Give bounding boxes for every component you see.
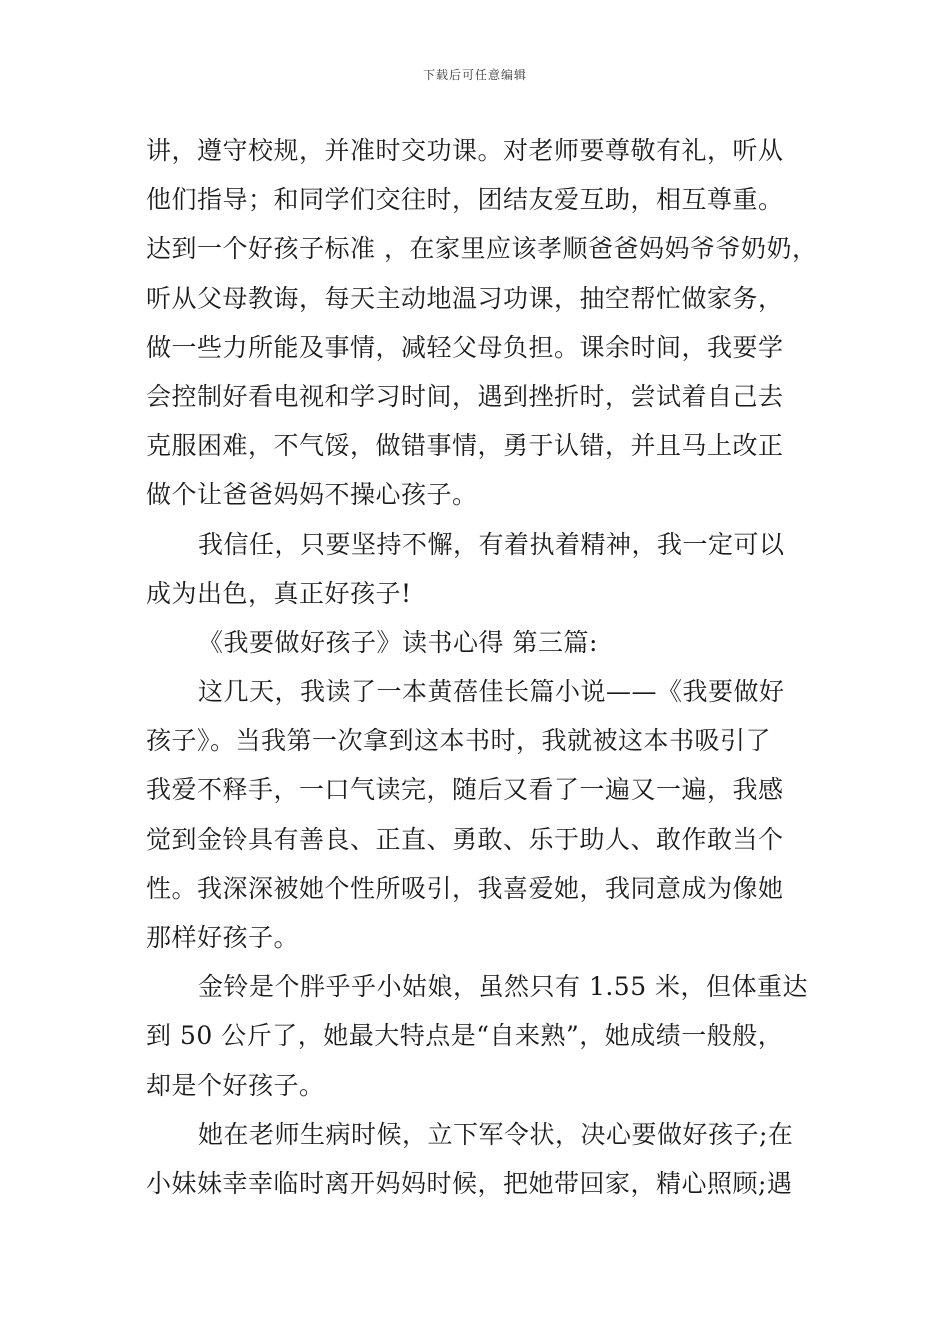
section-heading: 《我要做好孩子》读书心得 第三篇:: [198, 627, 598, 657]
text-line: 到 50 公斤了，她最大特点是“自来熟”，她成绩一般般，: [146, 1021, 784, 1051]
page-header-note: 下载后可任意编辑: [422, 68, 527, 82]
text-line: 成为出色，真正好孩子!: [146, 578, 412, 608]
text-line: 小妹妹幸幸临时离开妈妈时候，把她带回家，精心照顾;遇: [146, 1168, 793, 1198]
paragraph-start-line: 金铃是个胖乎乎小姑娘，虽然只有 1.55 米，但体重达: [198, 972, 809, 1002]
text-line: 他们指导；和同学们交往时，团结友爱互助，相互尊重。: [146, 185, 784, 215]
text-line: 孩子》。当我第一次拿到这本书时，我就被这本书吸引了: [146, 726, 772, 756]
text-line: 克服困难，不气馁，做错事情，勇于认错，并且马上改正: [146, 431, 784, 461]
text-line: 讲，遵守校规，并准时交功课。对老师要尊敬有礼，听从: [146, 136, 784, 165]
text-line: 做个让爸爸妈妈不操心孩子。: [146, 480, 478, 510]
text-line: 听从父母教诲，每天主动地温习功课，抽空帮忙做家务，: [146, 283, 784, 313]
body-text: [146, 126, 846, 1208]
text-line: 那样好孩子。: [146, 923, 300, 952]
text-line: 性。我深深被她个性所吸引，我喜爱她，我同意成为像她: [146, 873, 784, 903]
paragraph-start-line: 她在老师生病时候，立下军令状，决心要做好孩子;在: [198, 1119, 794, 1149]
text-line: 达到一个好孩子标准 ，在家里应该孝顺爸爸妈妈爷爷奶奶，: [146, 234, 818, 264]
text-line: 我爱不释手，一口气读完，随后又看了一遍又一遍，我感: [146, 775, 784, 805]
text-line: 觉到金铃具有善良、正直、勇敢、乐于助人、敢作敢当个: [146, 824, 784, 854]
text-line: 会控制好看电视和学习时间，遇到挫折时，尝试着自己去: [146, 381, 784, 411]
text-line: 却是个好孩子。: [146, 1070, 325, 1100]
paragraph-start-line: 这几天，我读了一本黄蓓佳长篇小说——《我要做好: [198, 677, 785, 707]
paragraph-start-line: 我信任，只要坚持不懈，有着执着精神，我一定可以: [198, 529, 785, 559]
text-line: 做一些力所能及事情，减轻父母负担。课余时间，我要学: [146, 332, 784, 362]
